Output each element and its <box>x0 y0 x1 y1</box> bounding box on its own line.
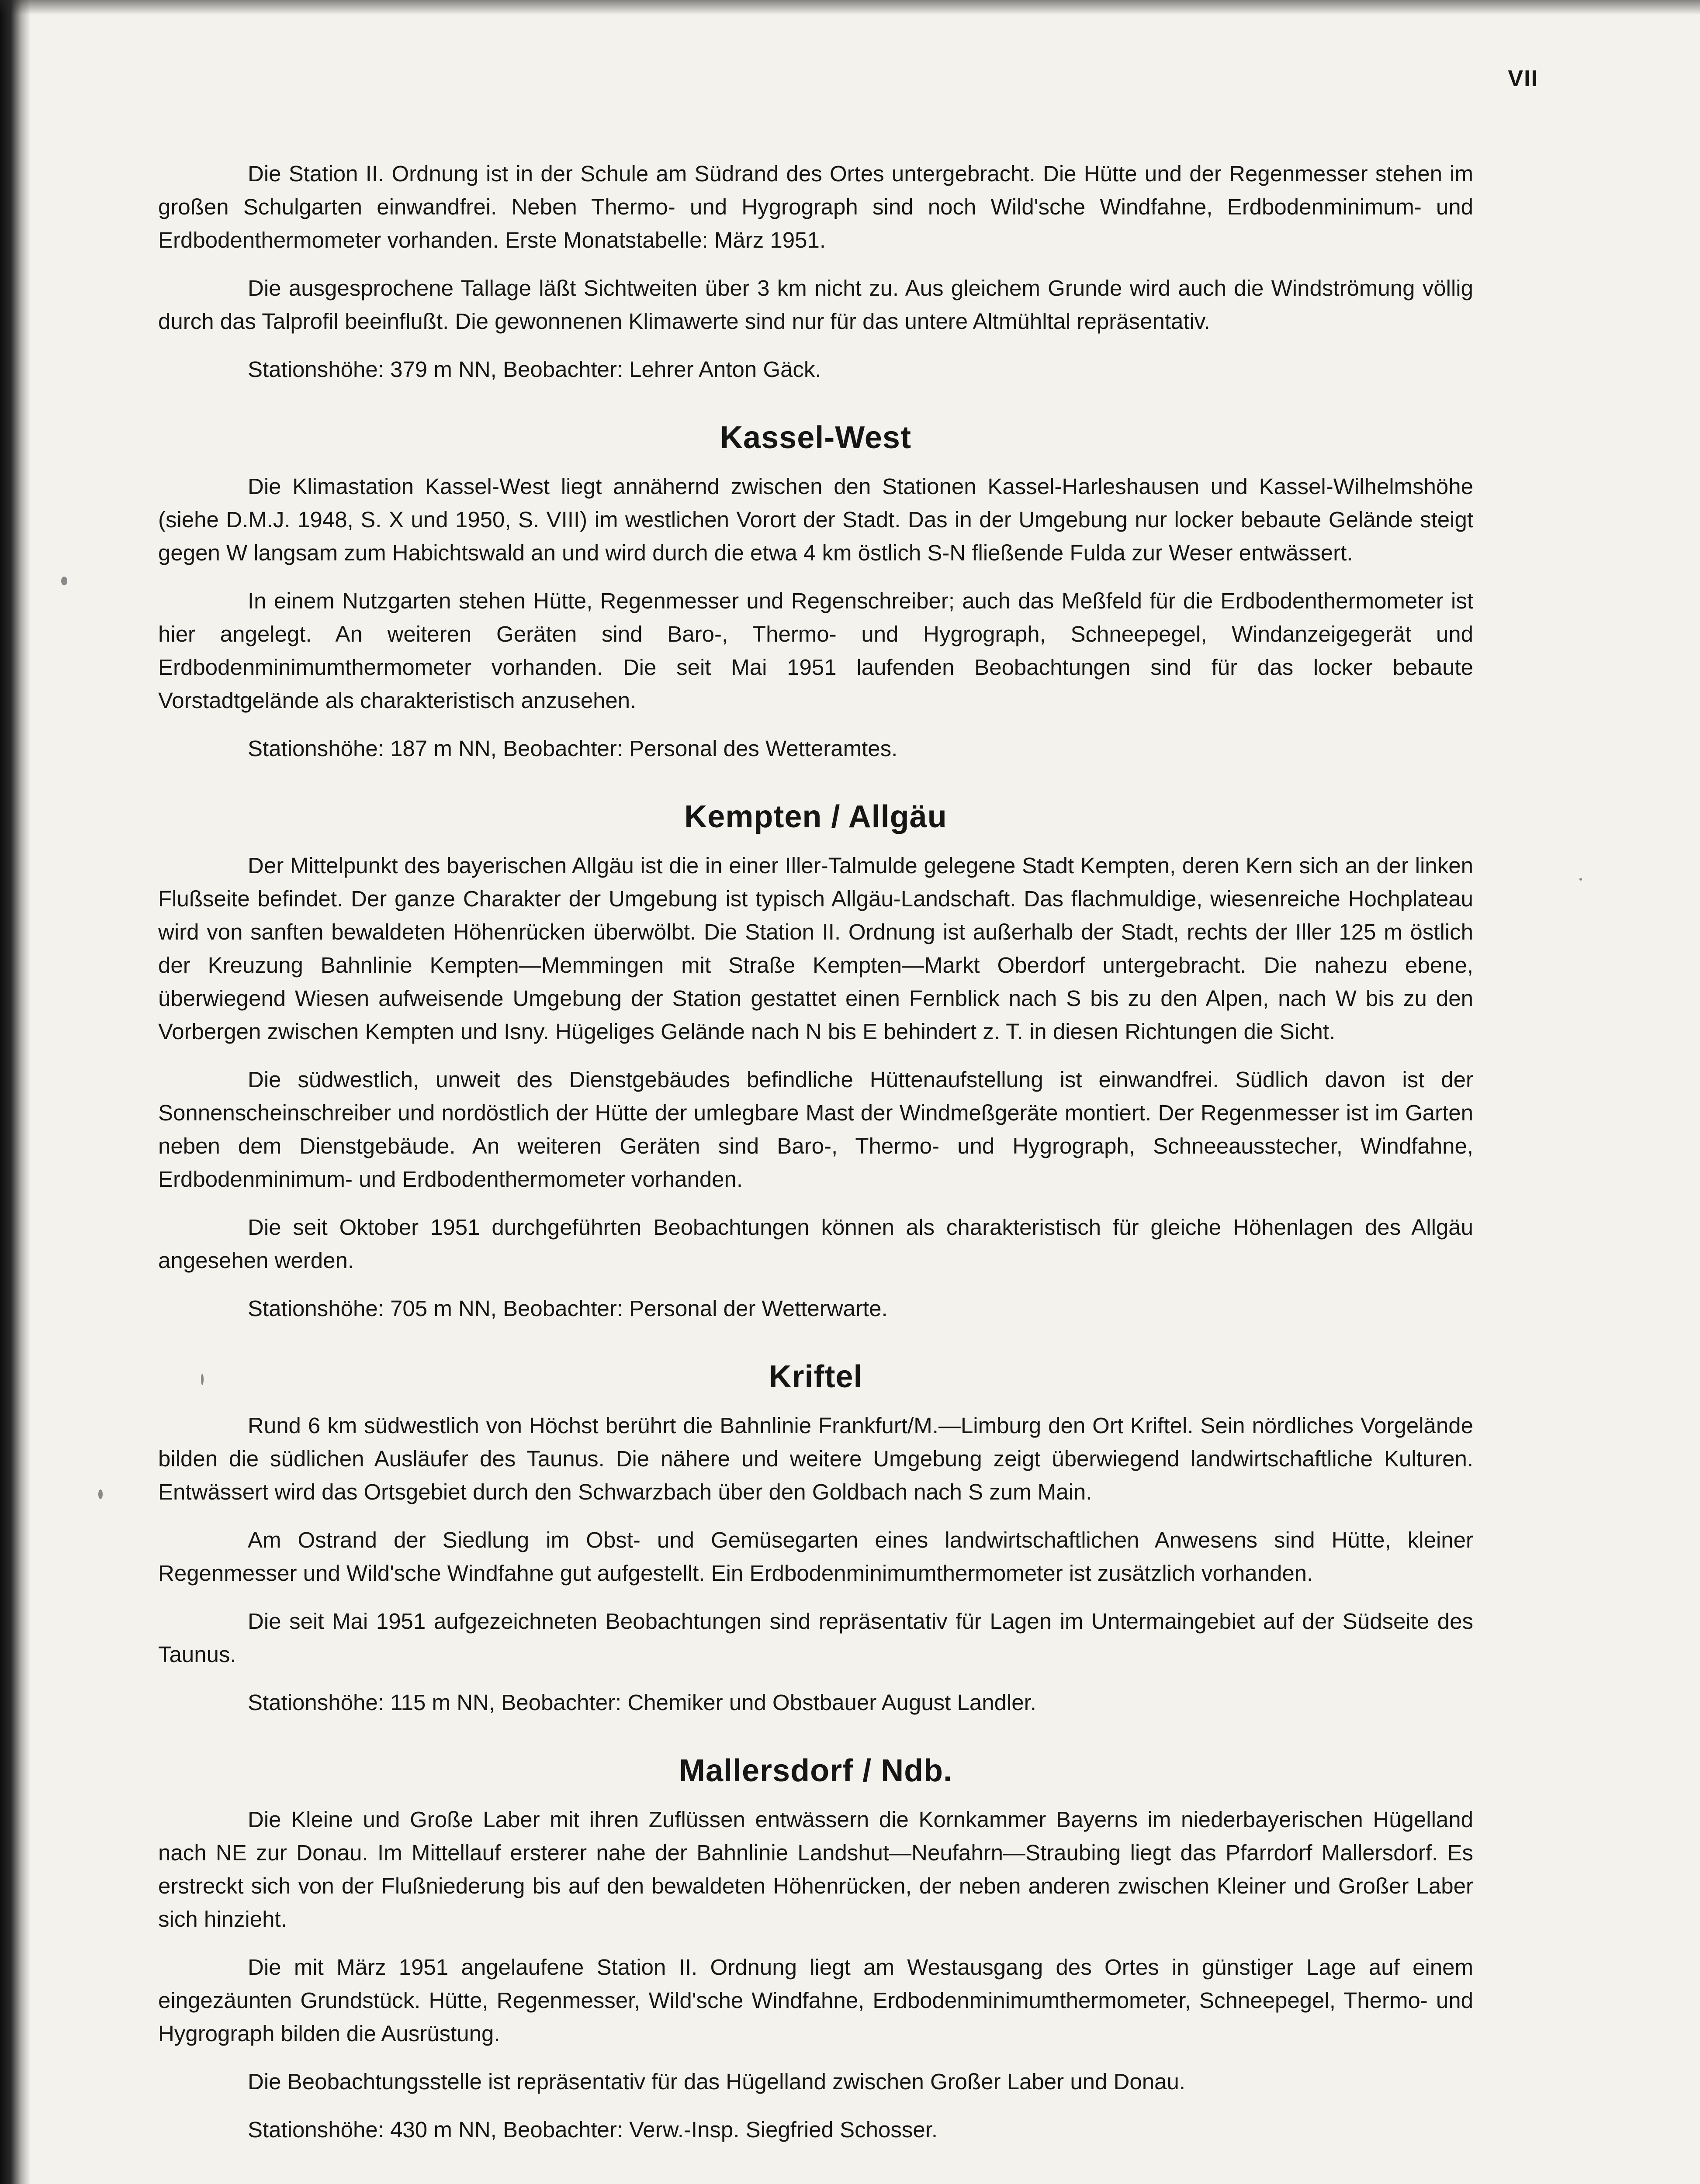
paragraph: Am Ostrand der Siedlung im Obst- und Gemüsegarten eines landwirtschaftlichen Anwesens sind Hütte, kleiner Regenmesser und Wild'sche Windfahne gut aufgestellt. Ein Erdbodenminimumthermometer ist zusätzlich vorhanden. <box>158 1527 1473 1586</box>
station-meta: Stationshöhe: 115 m NN, Beobachter: Chemiker und Obstbauer August Landler. <box>248 1690 1036 1715</box>
paragraph: In einem Nutzgarten stehen Hütte, Regenmesser und Regenschreiber; auch das Meßfeld für die Erdbodenthermometer ist hier angelegt. An weiteren Geräten sind Baro-, Thermo- und Hygrograph, Schneepegel, Windanzeigegerät und Erdbodenminimumthermometer vorhanden. Die seit Mai 1951 laufenden Beobachtungen sind für das locker bebaute Vorstadtgelände als charakteristisch anzusehen. <box>158 588 1473 713</box>
scan-smudge <box>98 1489 103 1499</box>
paragraph: Die mit März 1951 angelaufene Station II. Ordnung liegt am Westausgang des Ortes in günstiger Lage auf einem eingezäunten Grundstück. Hütte, Regenmesser, Wild'sche Windfahne, Erdbodenminimumthermometer, Schneepegel, Thermo- und Hygrograph bilden die Ausrüstung. <box>158 1955 1473 2046</box>
section-heading: Kriftel <box>769 1359 863 1394</box>
paragraph: Die seit Mai 1951 aufgezeichneten Beobachtungen sind repräsentativ für Lagen im Untermaingebiet auf der Südseite des Taunus. <box>158 1609 1473 1667</box>
paragraph: Die seit Oktober 1951 durchgeführten Beobachtungen können als charakteristisch für gleiche Höhenlagen des Allgäu angesehen werden. <box>158 1215 1473 1273</box>
scan-smudge <box>1579 878 1582 881</box>
section-heading: Mallersdorf / Ndb. <box>679 1753 953 1788</box>
paragraph: Die Station II. Ordnung ist in der Schule am Südrand des Ortes untergebracht. Die Hütte und der Regenmesser stehen im großen Schulgarten einwandfrei. Neben Thermo- und Hygrograph sind noch Wild'sche Windfahne, Erdbodenminimum- und Erdbodenthermometer vorhanden. Erste Monatstabelle: März 1951. <box>158 161 1473 252</box>
paragraph: Die ausgesprochene Tallage läßt Sichtweiten über 3 km nicht zu. Aus gleichem Grunde wird auch die Windströmung völlig durch das Talprofil beeinflußt. Die gewonnenen Klimawerte sind nur für das untere Altmühltal repräsentativ. <box>158 276 1473 334</box>
station-meta: Stationshöhe: 379 m NN, Beobachter: Lehrer Anton Gäck. <box>248 357 821 382</box>
paragraph: Die Klimastation Kassel-West liegt annähernd zwischen den Stationen Kassel-Harleshausen und Kassel-Wilhelmshöhe (siehe D.M.J. 1948, S. X und 1950, S. VIII) im westlichen Vorort der Stadt. Das in der Umgebung nur locker bebaute Gelände steigt gegen W langsam zum Habichtswald an und wird durch die etwa 4 km östlich S-N fließende Fulda zur Weser entwässert. <box>158 474 1473 565</box>
section-intro <box>158 157 1473 386</box>
scan-top-shadow <box>0 0 1700 15</box>
section-mallersdorf <box>158 1750 1473 2146</box>
station-meta: Stationshöhe: 705 m NN, Beobachter: Personal der Wetterwarte. <box>248 1296 888 1321</box>
station-meta: Stationshöhe: 187 m NN, Beobachter: Personal des Wetteramtes. <box>248 736 898 761</box>
document-body <box>158 157 1473 2177</box>
paragraph: Die südwestlich, unweit des Dienstgebäudes befindliche Hüttenaufstellung ist einwandfrei. Südlich davon ist der Sonnenscheinschreiber und nordöstlich der Hütte der umlegbare Mast der Windmeßgeräte montiert. Der Regenmesser ist im Garten neben dem Dienstgebäude. An weiteren Geräten sind Baro-, Thermo- und Hygrograph, Schneeausstecher, Windfahne, Erdbodenminimum- und Erdbodenthermometer vorhanden. <box>158 1067 1473 1192</box>
paragraph: Die Beobachtungsstelle ist repräsentativ für das Hügelland zwischen Großer Laber und Donau. <box>248 2069 1186 2094</box>
paragraph: Rund 6 km südwestlich von Höchst berührt die Bahnlinie Frankfurt/M.—Limburg den Ort Kriftel. Sein nördliches Vorgelände bilden die südlichen Ausläufer des Taunus. Die nähere und weitere Umgebung zeigt überwiegend landwirtschaftliche Kulturen. Entwässert wird das Ortsgebiet durch den Schwarzbach über den Goldbach nach S zum Main. <box>158 1413 1473 1504</box>
section-heading: Kempten / Allgäu <box>684 799 947 834</box>
station-meta: Stationshöhe: 430 m NN, Beobachter: Verw.-Insp. Siegfried Schosser. <box>248 2117 938 2142</box>
section-kriftel <box>158 1356 1473 1719</box>
paragraph: Der Mittelpunkt des bayerischen Allgäu ist die in einer Iller-Talmulde gelegene Stadt Kempten, deren Kern sich an der linken Flußseite befindet. Der ganze Charakter der Umgebung ist typisch Allgäu-Landschaft. Das flachmuldige, wiesenreiche Hochplateau wird von sanften bewaldeten Höhenrücken überwölbt. Die Station II. Ordnung ist außerhalb der Stadt, rechts der Iller 125 m östlich der Kreuzung Bahnlinie Kempten—Memmingen mit Straße Kempten—Markt Oberdorf untergebracht. Die nahezu ebene, überwiegend Wiesen aufweisende Umgebung der Station gestattet einen Fernblick nach S bis zu den Alpen, nach W bis zu den Vorbergen zwischen Kempten und Isny. Hügeliges Gelände nach N bis E behindert z. T. in diesen Richtungen die Sicht. <box>158 853 1473 1044</box>
scan-smudge <box>61 577 67 585</box>
scan-edge-shadow <box>0 0 31 2184</box>
section-heading: Kassel-West <box>720 420 911 455</box>
section-kassel-west <box>158 417 1473 765</box>
page-number: VII <box>1508 66 1538 91</box>
paragraph: Die Kleine und Große Laber mit ihren Zuflüssen entwässern die Kornkammer Bayerns im niederbayerischen Hügelland nach NE zur Donau. Im Mittellauf ersterer nahe der Bahnlinie Landshut—Neufahrn—Straubing liegt das Pfarrdorf Mallersdorf. Es erstreckt sich von der Flußniederung bis auf den bewaldeten Höhenrücken, der neben anderen zwischen Kleiner und Großer Laber sich hinzieht. <box>158 1807 1473 1932</box>
section-kempten-allgaeu <box>158 796 1473 1325</box>
